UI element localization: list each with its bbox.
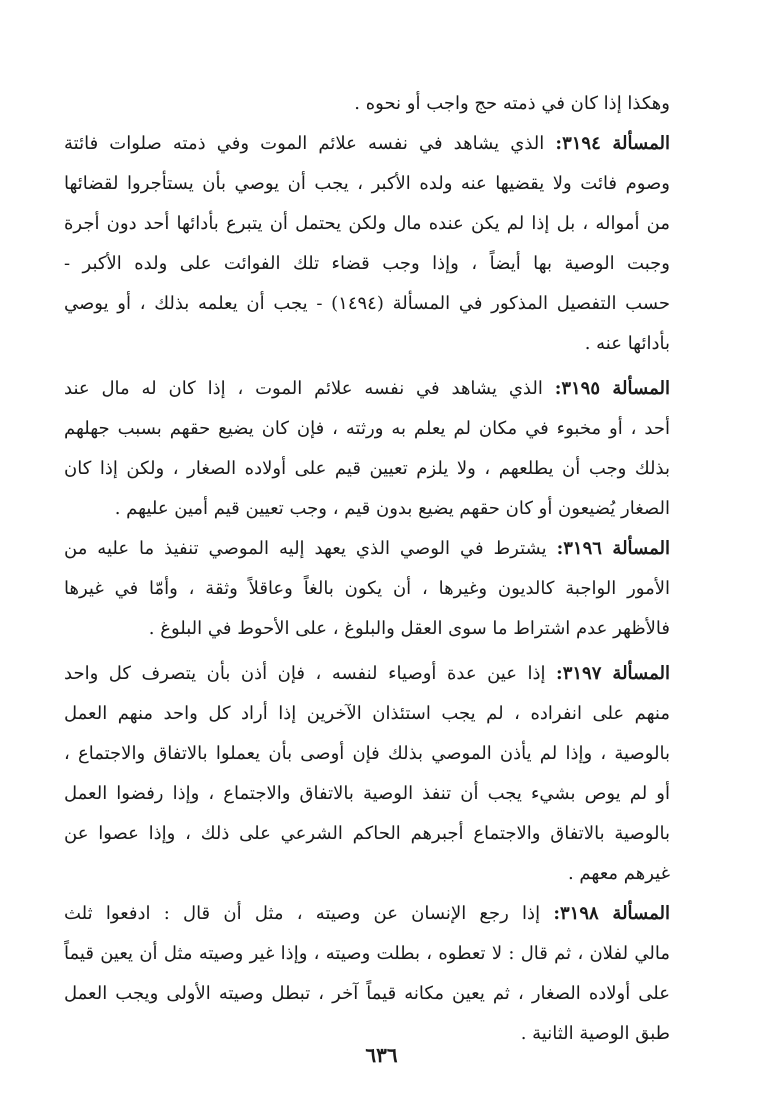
line-text: بأدائها عنه .: [584, 333, 670, 354]
text-line: [64, 734, 670, 774]
text-line: [64, 369, 670, 409]
line-text: بذلك وجب أن يطلعهم ، ولا يلزم تعيين قيم على أولاده الصغار ، ولكن إذا كان: [64, 458, 670, 479]
line-text: غيرهم معهم .: [567, 863, 670, 884]
text-line: [64, 894, 670, 934]
line-text: حسب التفصيل المذكور في المسألة (١٤٩٤) - يجب أن يعلمه بذلك ، أو يوصي: [64, 293, 670, 314]
text-line: [64, 124, 670, 164]
line-text: وصوم فائت ولا يقضيها عنه ولده الأكبر ، يجب أن يوصي بأن يستأجروا لقضائها: [64, 173, 670, 194]
text-line: [64, 654, 670, 694]
issue-label: المسألة ٣١٩٤:: [555, 133, 670, 154]
issue-label: المسألة ٣١٩٥:: [554, 378, 670, 399]
issue-label: المسألة ٣١٩٧:: [556, 663, 670, 684]
text-line: [64, 284, 670, 324]
text-line: [64, 164, 670, 204]
line-text: الذي يشاهد في نفسه علائم الموت ، إذا كان له مال عند: [64, 378, 543, 399]
text-line: [64, 449, 670, 489]
text-line: [64, 774, 670, 814]
line-text: بالوصية ، وإذا لم يأذن الموصي بذلك فإن أوصى بأن يعملوا بالاتفاق والاجتماع ،: [64, 743, 670, 764]
line-text: بالوصية بالاتفاق والاجتماع أجبرهم الحاكم الشرعي على ذلك ، وإذا عصوا عن: [64, 823, 670, 844]
line-text: الصغار يُضيعون أو كان حقهم يضيع بدون قيم ، وجب تعيين قيم أمين عليهم .: [114, 498, 670, 519]
line-text: على أولاده الصغار ، ثم يعين مكانه قيماً آخر ، تبطل وصيته الأولى ويجب العمل: [64, 983, 670, 1004]
text-line: [64, 609, 670, 649]
issue-label: المسألة ٣١٩٦:: [556, 538, 670, 559]
line-text: مالي لفلان ، ثم قال : لا تعطوه ، بطلت وصيته ، وإذا غير وصيته مثل أن يعين قيماً: [64, 943, 670, 964]
text-line: [64, 244, 670, 284]
text-line: [64, 529, 670, 569]
issue-label: المسألة ٣١٩٨:: [553, 903, 670, 924]
text-line: [64, 569, 670, 609]
text-line: [64, 694, 670, 734]
line-text: أحد ، أو مخبوء في مكان لم يعلم به ورثته ، فإن كان يضيع حقهم بسبب جهلهم: [64, 418, 670, 439]
line-text: إذا عين عدة أوصياء لنفسه ، فإن أذن بأن يتصرف كل واحد: [64, 663, 546, 684]
page-number: ٦٣٦: [365, 1043, 398, 1067]
text-line: [64, 814, 670, 854]
text-line: [64, 974, 670, 1014]
line-text: الأمور الواجبة كالديون وغيرها ، أن يكون بالغاً وعاقلاً وثقة ، وأمّا في غيرها: [64, 578, 670, 599]
text-line: [64, 409, 670, 449]
line-text: الذي يشاهد في نفسه علائم الموت وفي ذمته صلوات فائتة: [64, 133, 545, 154]
line-text: طبق الوصية الثانية .: [520, 1023, 670, 1044]
text-line: [64, 854, 670, 894]
line-text: يشترط في الوصي الذي يعهد إليه الموصي تنفيذ ما عليه من: [64, 538, 547, 559]
text-line: [64, 934, 670, 974]
text-line: [64, 324, 670, 364]
line-text: أو لم يوص بشيء يجب أن تنفذ الوصية بالاتفاق والاجتماع ، وإذا رفضوا العمل: [64, 783, 670, 804]
line-text: إذا رجع الإنسان عن وصيته ، مثل أن قال : ادفعوا ثلث: [64, 903, 541, 924]
line-text: فالأظهر عدم اشتراط ما سوى العقل والبلوغ ، على الأحوط في البلوغ .: [148, 618, 670, 639]
text-line: [64, 489, 670, 529]
line-text: منهم على انفراده ، لم يجب استئذان الآخرين إذا أراد كل واحد منهم العمل: [64, 703, 670, 724]
text-line: [64, 84, 670, 124]
line-text: وهكذا إذا كان في ذمته حج واجب أو نحوه .: [354, 93, 670, 114]
line-text: وجبت الوصية بها أيضاً ، وإذا وجب قضاء تلك الفوائت على ولده الأكبر -: [64, 253, 670, 274]
line-text: من أمواله ، بل إذا لم يكن عنده مال ولكن يحتمل أن يتبرع بأدائها أحد دون أجرة: [64, 213, 670, 234]
text-line: [64, 204, 670, 244]
